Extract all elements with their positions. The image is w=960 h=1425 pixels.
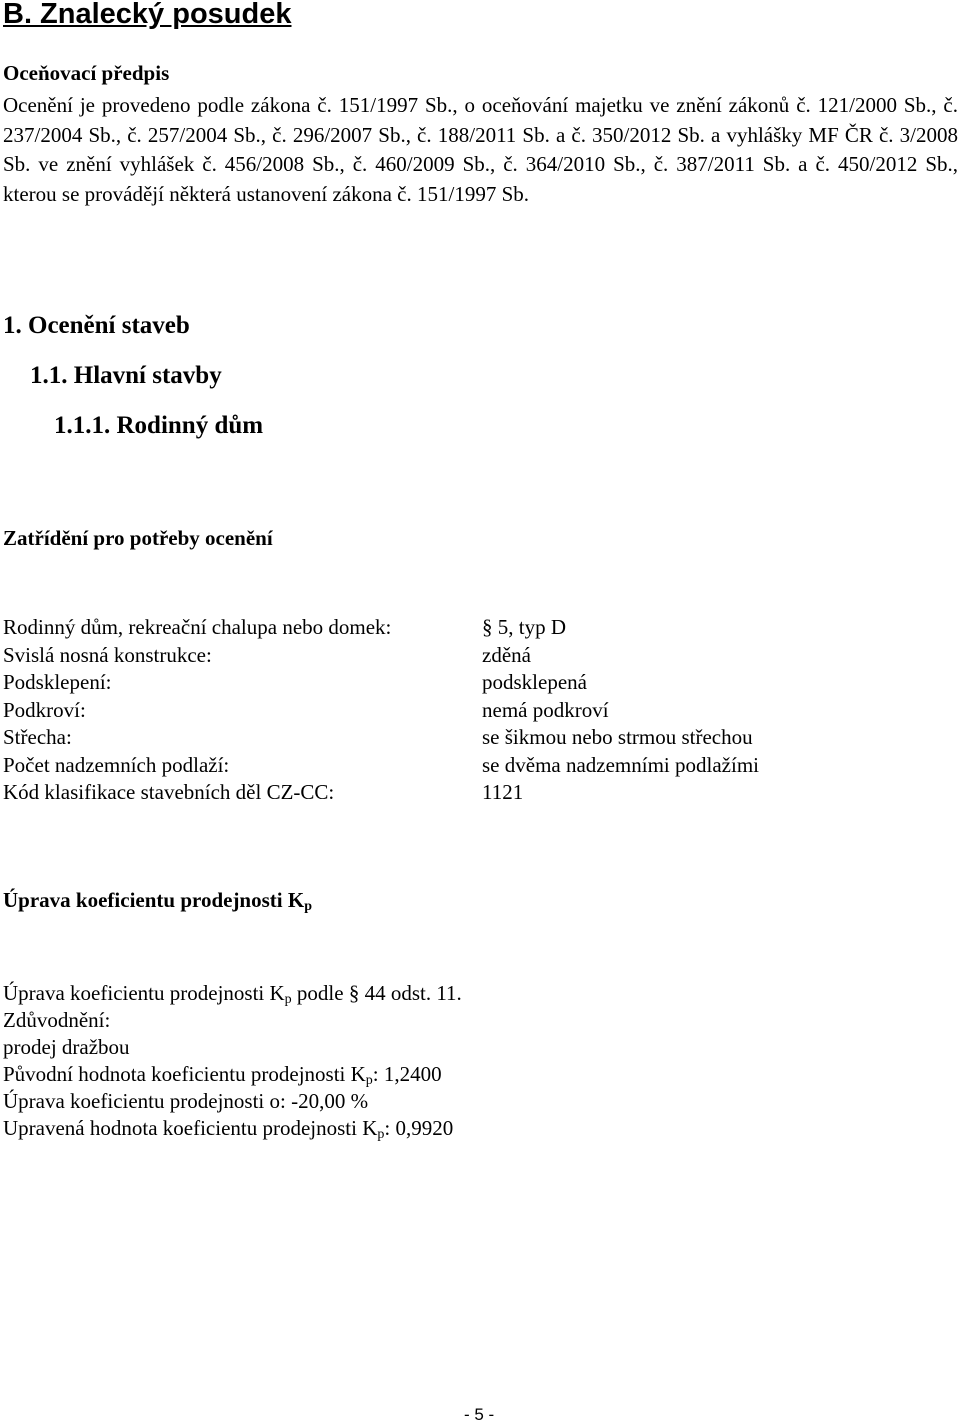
justification-label: Zdůvodnění: <box>3 1008 111 1032</box>
justification-text: prodej dražbou <box>3 1035 130 1059</box>
coefficient-line-text: Upravená hodnota koeficientu prodejnosti K <box>3 1116 378 1140</box>
classification-heading: Zatřídění pro potřeby ocenění <box>3 526 273 550</box>
classification-table <box>3 614 953 807</box>
classification-row <box>3 779 953 807</box>
classification-label: Podsklepení: <box>3 670 112 695</box>
classification-value: zděná <box>482 642 531 667</box>
coefficient-subscript: p <box>365 1073 373 1088</box>
classification-label: Střecha: <box>3 725 72 750</box>
adjustment-percentage-line: Úprava koeficientu prodejnosti o: -20,00 % <box>3 1089 369 1113</box>
section-heading-1-1-1: 1.1.1. Rodinný dům <box>54 412 264 439</box>
section-heading-1-1: 1.1. Hlavní stavby <box>30 362 222 389</box>
classification-label: Kód klasifikace stavebních děl CZ-CC: <box>3 780 335 805</box>
coefficient-adjustment-line <box>3 981 462 1006</box>
classification-label: Svislá nosná konstrukce: <box>3 642 212 667</box>
coefficient-line-text: Úprava koeficientu prodejnosti K <box>3 981 285 1005</box>
classification-row <box>3 697 953 725</box>
coefficient-line-text: podle § 44 odst. 11. <box>291 981 462 1005</box>
classification-row <box>3 669 953 697</box>
coefficient-line-text: : 1,2400 <box>372 1062 442 1086</box>
page-number: - 5 - <box>464 1405 495 1424</box>
coefficient-heading <box>3 888 312 913</box>
classification-label: Rodinný dům, rekreační chalupa nebo domek: <box>3 615 392 640</box>
classification-value: 1121 <box>482 780 524 805</box>
classification-value: § 5, typ D <box>482 615 566 640</box>
classification-row <box>3 642 953 670</box>
section-heading-1: 1. Ocenění staveb <box>3 312 190 339</box>
classification-row <box>3 614 953 642</box>
coefficient-heading-text: Úprava koeficientu prodejnosti K <box>3 888 305 912</box>
coefficient-subscript: p <box>284 992 292 1007</box>
assessment-rule-heading: Oceňovací předpis <box>3 61 170 85</box>
classification-label: Počet nadzemních podlaží: <box>3 752 230 777</box>
document-title: B. Znalecký posudek <box>3 0 292 30</box>
adjusted-coefficient-line <box>3 1116 453 1141</box>
coefficient-subscript: p <box>377 1127 385 1142</box>
classification-row <box>3 724 953 752</box>
coefficient-line-text: : 0,9920 <box>384 1116 454 1140</box>
classification-row <box>3 752 953 780</box>
classification-value: podsklepená <box>482 670 587 695</box>
classification-value: nemá podkroví <box>482 697 609 722</box>
classification-value: se šikmou nebo strmou střechou <box>482 725 753 750</box>
classification-value: se dvěma nadzemními podlažími <box>482 752 759 777</box>
coefficient-line-text: Původní hodnota koeficientu prodejnosti K <box>3 1062 366 1086</box>
original-coefficient-line <box>3 1062 442 1087</box>
assessment-rule-text: Ocenění je provedeno podle zákona č. 151/1997 Sb., o oceňování majetku ve znění zákonů č. 121/2000 Sb., č. 237/2004 Sb., č. 257/2004 Sb., č. 296/2007 Sb., č. 188/2011 Sb. a č. 350/2012 Sb. a vyhlášky MF ČR č. 3/2008 Sb. ve znění vyhlášek č. 456/2008 Sb., č. 460/2009 Sb., č. 364/2010 Sb., č. 387/2011 Sb. a č. 450/2012 Sb., kterou se provádějí některá ustanovení zákona č. 151/1997 Sb. <box>3 93 958 206</box>
classification-label: Podkroví: <box>3 697 86 722</box>
coefficient-heading-subscript: p <box>304 899 312 914</box>
